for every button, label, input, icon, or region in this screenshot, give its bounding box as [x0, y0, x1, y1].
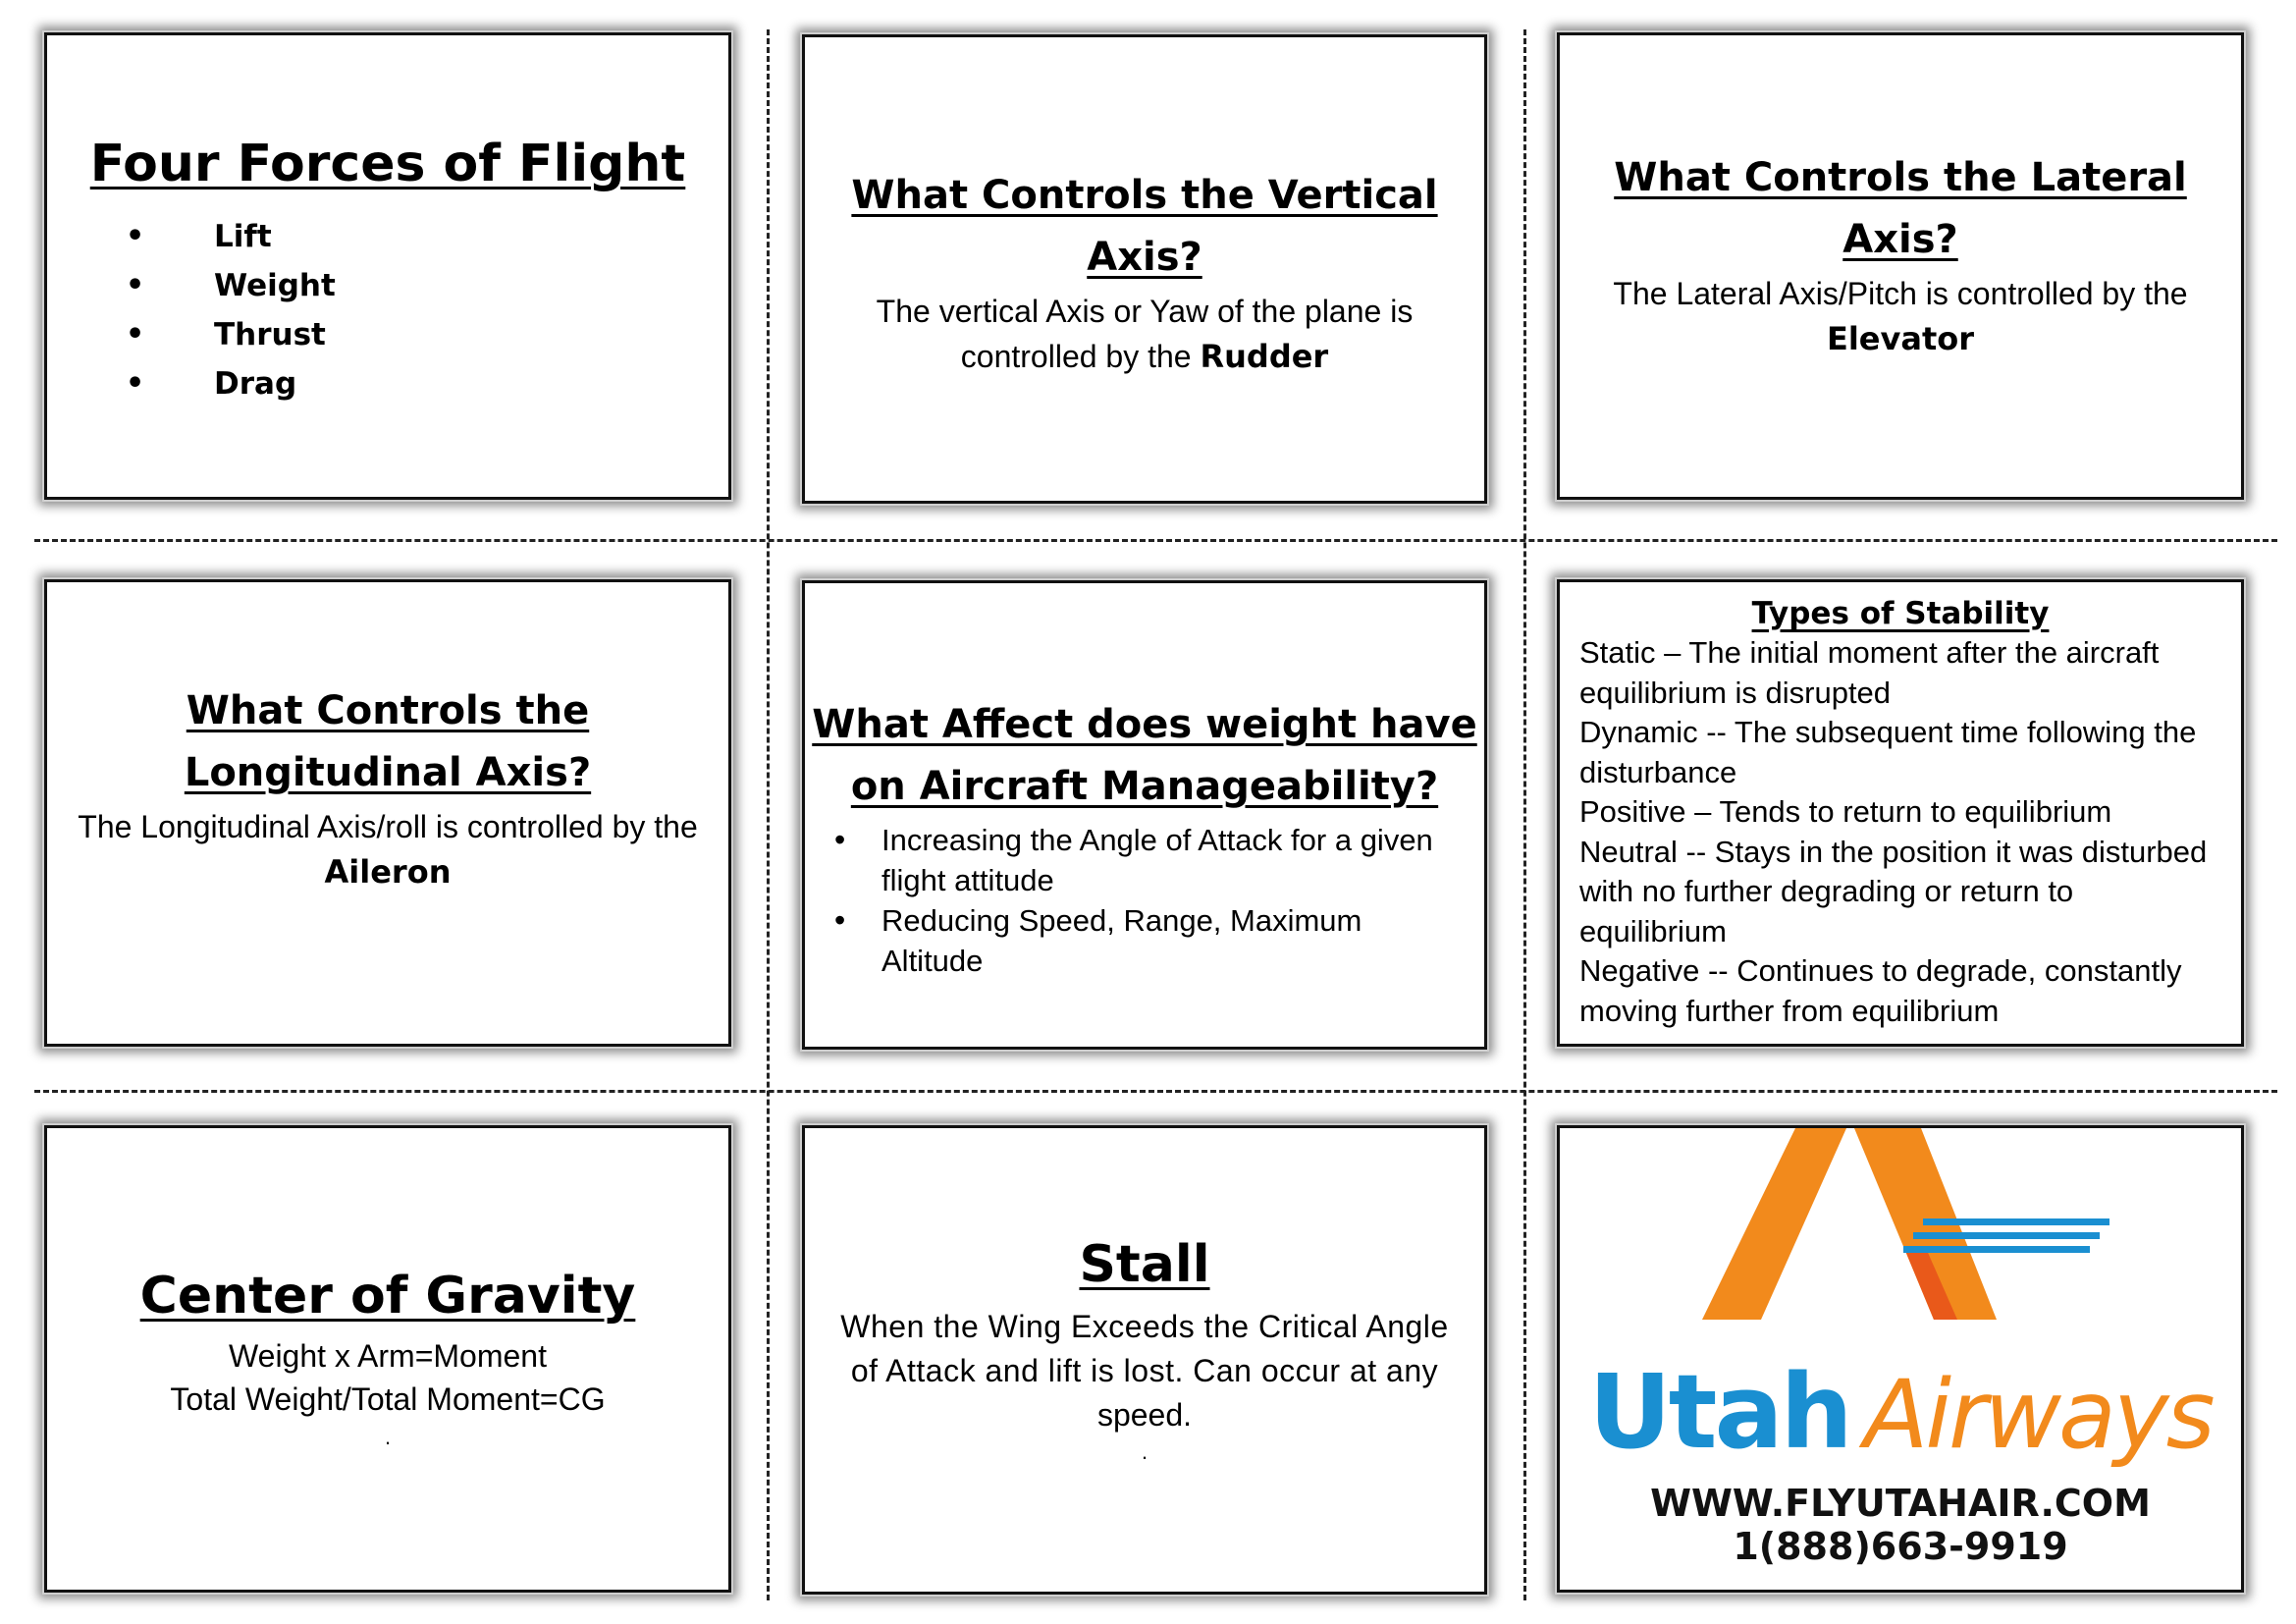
list-item: • Lift [126, 212, 336, 261]
card-weight-affect [802, 580, 1487, 1050]
stability-line: Negative -- Continues to degrade, constantly [1579, 953, 2182, 988]
vertical-cut-line-left [767, 29, 770, 1600]
card-title: Four Forces of Flight [89, 135, 686, 193]
card-text-answer: Elevator [1826, 320, 1975, 357]
logo-wordmark [1560, 1352, 2241, 1472]
card-text-line1: The vertical Axis or Yaw of the plane is [876, 294, 1414, 329]
stability-line: Positive – Tends to return to equilibrium [1579, 794, 2112, 829]
weight-effects-list [805, 820, 1484, 981]
card-title-line1: What Controls the [186, 688, 590, 733]
card-text-line2: of Attack and lift is lost. Can occur at any [850, 1353, 1439, 1389]
logo-utah-text: Utah [1588, 1352, 1850, 1472]
card-text-line2 [961, 334, 1328, 379]
horizontal-cut-line-top [34, 539, 2277, 542]
card-lateral-axis [1557, 32, 2244, 500]
list-item: • Drag [126, 359, 336, 408]
card-title: Stall [1079, 1235, 1210, 1294]
card-text-dot: . [384, 1425, 392, 1450]
stability-line: moving further from equilibrium [1579, 993, 2000, 1028]
stability-line: Dynamic -- The subsequent time following the [1579, 715, 2197, 749]
card-text-line1: When the Wing Exceeds the Critical Angle [840, 1309, 1449, 1345]
card-center-of-gravity [44, 1125, 731, 1593]
card-text-line1: Weight x Arm=Moment [229, 1338, 547, 1375]
card-title-line1: What Affect does weight have [812, 702, 1477, 747]
card-text-answer: Rudder [1200, 338, 1329, 375]
stability-line: equilibrium [1579, 913, 1727, 948]
list-item: • Increasing the Angle of Attack for a given flight attitude [834, 820, 1465, 900]
card-text-dot: . [1141, 1439, 1148, 1465]
card-title: Types of Stability [1751, 596, 2050, 631]
forces-list [126, 212, 336, 408]
stability-line: disturbance [1579, 754, 1737, 789]
card-title-line2: on Aircraft Manageability? [850, 764, 1439, 809]
card-vertical-axis [802, 34, 1487, 504]
card-title-line2: Axis? [1842, 217, 1958, 262]
card-text-line1: The Longitudinal Axis/roll is controlled by the [78, 809, 698, 844]
card-longitudinal-axis [44, 579, 731, 1047]
stability-line: Static – The initial moment after the aircraft [1579, 635, 2160, 670]
vertical-cut-line-right [1523, 29, 1526, 1600]
card-text-line1: The Lateral Axis/Pitch is controlled by the [1613, 276, 2188, 311]
card-types-of-stability [1557, 579, 2244, 1047]
stability-line: with no further degrading or return to [1579, 874, 2074, 908]
card-title: Center of Gravity [139, 1267, 636, 1326]
card-four-forces [44, 32, 731, 500]
horizontal-cut-line-bottom [34, 1090, 2277, 1093]
card-utah-airways-logo [1557, 1125, 2244, 1593]
card-title-line2: Axis? [1087, 235, 1202, 280]
stability-line: Neutral -- Stays in the position it was disturbed [1579, 834, 2208, 869]
logo-phone: 1(888)663-9919 [1733, 1525, 2068, 1568]
card-text-line2: Total Weight/Total Moment=CG [170, 1381, 606, 1418]
list-item: • Reducing Speed, Range, Maximum Altitude [834, 900, 1465, 981]
card-text-line3: speed. [1096, 1397, 1193, 1434]
card-title-line1: What Controls the Lateral [1614, 155, 2187, 200]
list-item: • Weight [126, 261, 336, 310]
card-title-line2: Longitudinal Axis? [184, 750, 592, 795]
stability-line: equilibrium is disrupted [1579, 675, 1892, 710]
logo-website: WWW.FLYUTAHAIR.COM [1650, 1482, 2151, 1525]
logo-airways-text: Airways [1863, 1360, 2213, 1470]
card-text-answer: Aileron [324, 853, 452, 891]
card-text-prefix: controlled by the [960, 339, 1201, 374]
card-stall [802, 1125, 1487, 1595]
list-item: • Thrust [126, 310, 336, 359]
card-title-line1: What Controls the Vertical [851, 173, 1438, 218]
